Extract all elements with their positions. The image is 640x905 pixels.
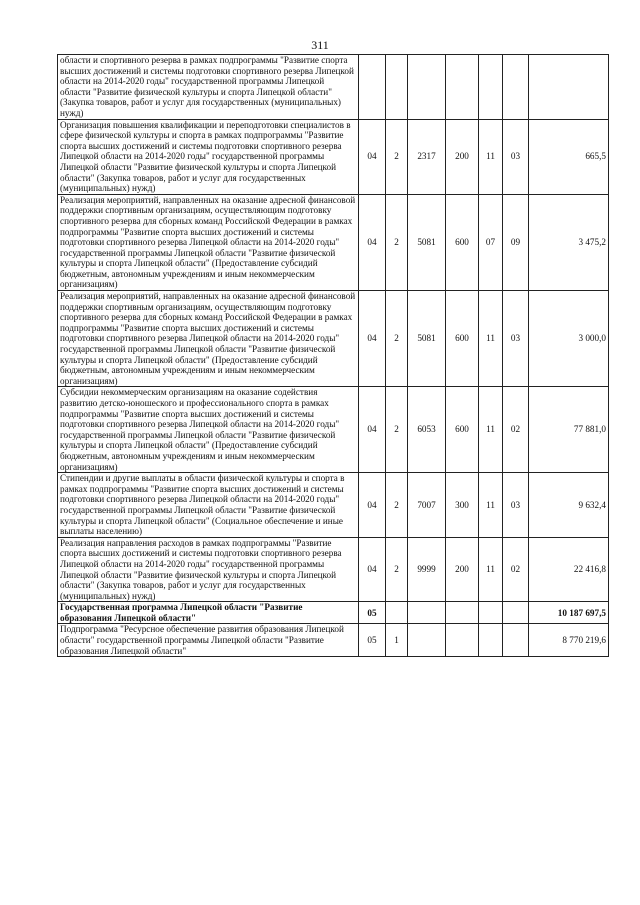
- section-code: 11: [479, 387, 503, 473]
- row-description: Стипендии и другие выплаты в области физической культуры и спорта в рамках подпрограммы "Развитие спорта высших достижений и системы подготовки спортивного резерва Липецкой области на 2014-2020 годы" государственной программы Липецкой области "Развитие физической культуры и спорта Липецкой области" (Социальное обеспечение и иные выплаты населению): [58, 473, 359, 538]
- expense-direction-code: 7007: [408, 473, 446, 538]
- row-amount: 10 187 697,5: [529, 602, 609, 624]
- row-amount: 3 475,2: [529, 194, 609, 290]
- program-code: 04: [359, 291, 386, 387]
- expense-direction-code: 5081: [408, 291, 446, 387]
- page-number: 311: [311, 38, 329, 52]
- program-code: 04: [359, 537, 386, 602]
- table-row: [58, 119, 609, 194]
- expense-type-code: 600: [446, 387, 479, 473]
- row-amount: 22 416,8: [529, 537, 609, 602]
- table-body: [58, 55, 609, 657]
- row-description: Реализация мероприятий, направленных на оказание адресной финансовой поддержки спортивным организациям, осуществляющим подготовку спортивного резерва для сборных команд Российской Федерации в рамках подпрограммы "Развитие спорта высших достижений и системы подготовки спортивного резерва Липецкой области на 2014-2020 годы" государственной программы Липецкой области "Развитие физической культуры и спорта Липецкой области" (Предоставление субсидий бюджетным, автономным учреждениям и иным некоммерческим организациям): [58, 291, 359, 387]
- row-amount: 9 632,4: [529, 473, 609, 538]
- table-row: [58, 291, 609, 387]
- table-row: [58, 624, 609, 657]
- subsection-code: [503, 602, 529, 624]
- expense-type-code: [446, 55, 479, 120]
- subprogram-code: [386, 602, 408, 624]
- row-amount: 3 000,0: [529, 291, 609, 387]
- subprogram-code: 2: [386, 194, 408, 290]
- expense-direction-code: 5081: [408, 194, 446, 290]
- section-code: 11: [479, 473, 503, 538]
- subsection-code: 03: [503, 291, 529, 387]
- subprogram-code: 2: [386, 387, 408, 473]
- program-code: 05: [359, 624, 386, 657]
- subsection-code: 03: [503, 119, 529, 194]
- subsection-code: 02: [503, 387, 529, 473]
- expense-direction-code: [408, 624, 446, 657]
- row-description: Государственная программа Липецкой области "Развитие образования Липецкой области": [58, 602, 359, 624]
- expense-type-code: 200: [446, 119, 479, 194]
- table-row: [58, 537, 609, 602]
- expense-direction-code: [408, 602, 446, 624]
- subprogram-code: 2: [386, 291, 408, 387]
- expense-type-code: 200: [446, 537, 479, 602]
- budget-table: [57, 54, 609, 657]
- row-amount: 77 881,0: [529, 387, 609, 473]
- expense-type-code: [446, 624, 479, 657]
- table-row: [58, 387, 609, 473]
- row-amount: 665,5: [529, 119, 609, 194]
- subprogram-code: 2: [386, 537, 408, 602]
- program-code: 04: [359, 473, 386, 538]
- program-code: 04: [359, 119, 386, 194]
- expense-direction-code: 9999: [408, 537, 446, 602]
- program-code: [359, 55, 386, 120]
- subsection-code: 03: [503, 473, 529, 538]
- program-code: 04: [359, 194, 386, 290]
- table-row: [58, 194, 609, 290]
- section-code: [479, 624, 503, 657]
- row-description: Реализация мероприятий, направленных на оказание адресной финансовой поддержки спортивным организациям, осуществляющим подготовку спортивного резерва для сборных команд Российской Федерации в рамках подпрограммы "Развитие спорта высших достижений и системы подготовки спортивного резерва Липецкой области на 2014-2020 годы" государственной программы Липецкой области "Развитие физической культуры и спорта Липецкой области" (Предоставление субсидий бюджетным, автономным учреждениям и иным некоммерческим организациям): [58, 194, 359, 290]
- expense-type-code: 300: [446, 473, 479, 538]
- row-description: Субсидии некоммерческим организациям на оказание содействия развитию детско-юношеского и профессионального спорта в рамках подпрограммы "Развитие спорта высших достижений и системы подготовки спортивного резерва Липецкой области на 2014-2020 годы" государственной программы Липецкой области "Развитие физической культуры и спорта Липецкой области" (Предоставление субсидий бюджетным, автономным учреждениям и иным некоммерческим организациям): [58, 387, 359, 473]
- subprogram-code: 2: [386, 473, 408, 538]
- subprogram-code: 1: [386, 624, 408, 657]
- subsection-code: 09: [503, 194, 529, 290]
- row-description: Организация повышения квалификации и переподготовки специалистов в сфере физической культуры и спорта в рамках подпрограммы "Развитие спорта высших достижений и системы подготовки спортивного резерва Липецкой области на 2014-2020 годы" государственной программы Липецкой области "Развитие физической культуры и спорта Липецкой области" (Закупка товаров, работ и услуг для государственных (муниципальных) нужд): [58, 119, 359, 194]
- subsection-code: [503, 624, 529, 657]
- section-code: 11: [479, 119, 503, 194]
- section-code: 11: [479, 537, 503, 602]
- expense-direction-code: 6053: [408, 387, 446, 473]
- subsection-code: 02: [503, 537, 529, 602]
- expense-type-code: 600: [446, 291, 479, 387]
- section-code: 07: [479, 194, 503, 290]
- subsection-code: [503, 55, 529, 120]
- expense-type-code: 600: [446, 194, 479, 290]
- expense-direction-code: 2317: [408, 119, 446, 194]
- expense-type-code: [446, 602, 479, 624]
- subprogram-code: 2: [386, 119, 408, 194]
- section-code: [479, 602, 503, 624]
- section-code: [479, 55, 503, 120]
- section-code: 11: [479, 291, 503, 387]
- program-code: 04: [359, 387, 386, 473]
- row-description: области и спортивного резерва в рамках подпрограммы "Развитие спорта высших достижений и системы подготовки спортивного резерва Липецкой области на 2014-2020 годы" государственной программы Липецкой области "Развитие физической культуры и спорта Липецкой области" (Закупка товаров, работ и услуг для государственных (муниципальных) нужд): [58, 55, 359, 120]
- subprogram-code: [386, 55, 408, 120]
- table-row: [58, 602, 609, 624]
- row-description: Подпрограмма "Ресурсное обеспечение развития образования Липецкой области" государственной программы Липецкой области "Развитие образования Липецкой области": [58, 624, 359, 657]
- expense-direction-code: [408, 55, 446, 120]
- row-description: Реализация направления расходов в рамках подпрограммы "Развитие спорта высших достижений и системы подготовки спортивного резерва Липецкой области на 2014-2020 годы" государственной программы Липецкой области "Развитие физической культуры и спорта Липецкой области" (Закупка товаров, работ и услуг для государственных (муниципальных) нужд): [58, 537, 359, 602]
- row-amount: 8 770 219,6: [529, 624, 609, 657]
- table-row: [58, 55, 609, 120]
- program-code: 05: [359, 602, 386, 624]
- row-amount: [529, 55, 609, 120]
- table-row: [58, 473, 609, 538]
